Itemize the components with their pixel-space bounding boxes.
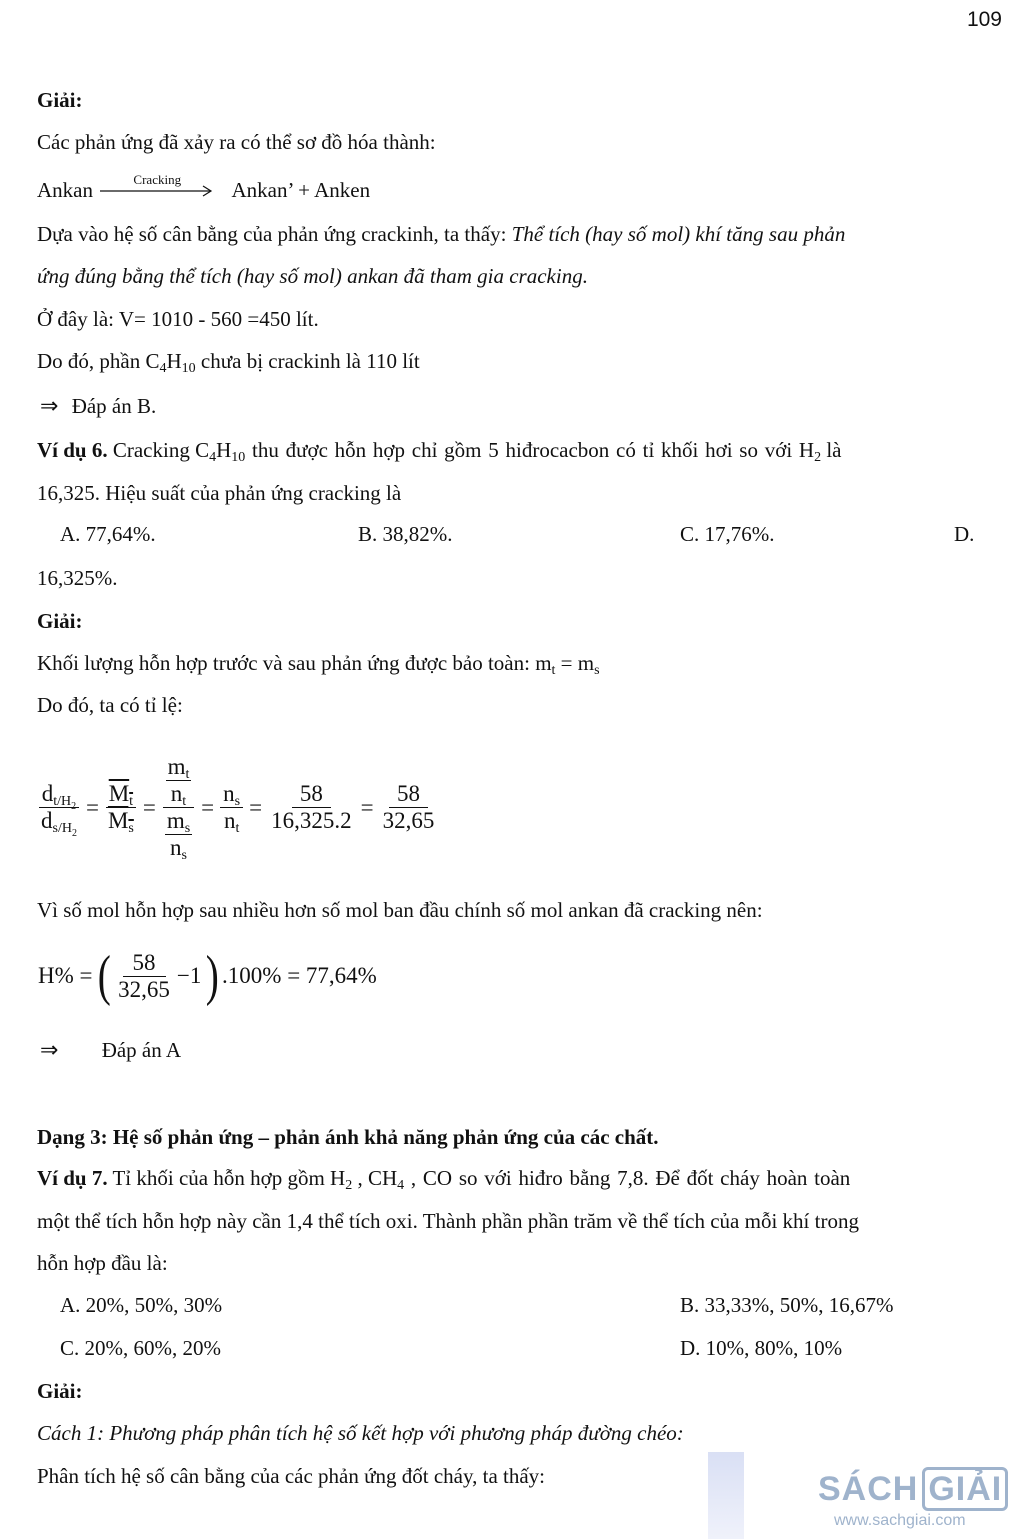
implies-arrow-icon: ⇒ <box>40 1037 59 1062</box>
f-ns: s <box>181 848 187 863</box>
example-6-label: Ví dụ 6. <box>37 438 108 462</box>
ex7-option-d: D. 10%, 80%, 10% <box>680 1336 843 1360</box>
frac-58-b <box>380 781 438 834</box>
ex6-s1-sub2: s <box>594 663 600 678</box>
ex6-option-d-value: 16,325%. <box>37 566 118 590</box>
answer-a: Đáp án A <box>101 1038 182 1062</box>
paragraph-2: Ở đây là: V= 1010 - 560 =450 lít. <box>37 307 319 331</box>
p1-plain: Dựa vào hệ số cân bằng của phản ứng crackinh, ta thấy: <box>37 222 512 246</box>
section-heading-dang-3: Dạng 3: Hệ số phản ứng – phản ánh khả năng phản ứng của các chất. <box>37 1125 659 1149</box>
ex6-option-c: C. 17,76%. <box>680 522 775 546</box>
answer-b-line <box>40 392 156 420</box>
f-nt: t <box>182 794 187 809</box>
efficiency-formula <box>38 940 377 1012</box>
f-n3: n <box>223 781 235 806</box>
f-n1: n <box>170 781 183 806</box>
example-7-line1 <box>37 1164 850 1192</box>
ex6-sub3: 2 <box>814 450 822 465</box>
frac-M <box>105 781 137 834</box>
h-frac <box>115 950 173 1003</box>
f-ns2: s <box>234 794 241 809</box>
ex6-option-d: D. <box>954 522 975 546</box>
ex6-solution-heading: Giải: <box>37 609 83 633</box>
f-m1: m <box>167 754 186 779</box>
scheme-left: Ankan <box>37 178 93 202</box>
ex6-option-a: A. 77,64%. <box>60 522 156 546</box>
f-58b: 58 <box>389 781 428 808</box>
p3-c: chưa bị crackinh là 110 lít <box>195 349 420 373</box>
ex6-option-b: B. 38,82%. <box>358 522 453 546</box>
example-7-label: Ví dụ 7. <box>37 1166 108 1190</box>
p3-sub1: 4 <box>159 361 167 376</box>
ex7-sub1: 2 <box>345 1178 353 1193</box>
watermark-logo <box>700 1450 1024 1539</box>
ex7-option-b: B. 33,33%, 50%, 16,67% <box>680 1293 894 1317</box>
ex6-sub2: 10 <box>231 450 246 465</box>
example-7-line2: một thể tích hỗn hợp này cần 1,4 thể tích oxi. Thành phần phần trăm về thể tích của mỗi khí trong <box>37 1209 859 1233</box>
f-ms: s <box>184 821 191 836</box>
f-mt: t <box>185 767 190 782</box>
paragraph-3 <box>37 347 420 375</box>
f-d2: d <box>41 808 53 833</box>
f-M2: M <box>107 808 129 833</box>
ex7-solution-line1: Phân tích hệ số cân bằng của các phản ứng đốt cháy, ta thấy: <box>37 1464 546 1488</box>
ex6-solution-line2: Do đó, ta có tỉ lệ: <box>37 693 183 717</box>
ex6-t3: thu được hỗn hợp chỉ gồm 5 hiđrocacbon có tỉ khối hơi so với H <box>245 438 815 462</box>
ex6-solution-line3: Vì số mol hỗn hợp sau nhiều hơn số mol ban đầu chính số mol ankan đã cracking nên: <box>37 898 763 922</box>
ex6-solution-line1 <box>37 649 600 677</box>
ex6-t4: là <box>821 438 842 462</box>
paren-close: ) <box>206 945 220 1007</box>
ex6-s1-b: = m <box>555 651 595 675</box>
ratio-formula: $\frac{d_{t/H2}}{d_{s/H2}}$ = $\frac{M_t}{M_s}$ = $m_t$ $n_t$ $m_s$ $n_s$ = $\frac{n_s}{n_t}$ = $\frac{58}{16,325.2}$ = $\frac{58}{32,65}$ <box>38 735 437 880</box>
frac-n <box>220 781 243 834</box>
ex7-option-c: C. 20%, 60%, 20% <box>60 1336 221 1360</box>
solution-heading: Giải: <box>37 88 83 112</box>
ex6-t1: Cracking C <box>107 438 210 462</box>
h-minus: −1 <box>176 963 202 988</box>
f-Mt: t <box>129 794 134 809</box>
arrow-line-icon <box>98 179 216 199</box>
ex7-t2: , CH <box>352 1166 398 1190</box>
p3-sub2: 10 <box>181 361 196 376</box>
watermark-background <box>708 1452 744 1539</box>
f-58a: 58 <box>292 781 331 808</box>
frac-58-a <box>268 781 355 834</box>
h-left: H% = <box>38 963 93 988</box>
watermark-brand-b: GIẢI <box>922 1467 1008 1511</box>
ex7-sub2: 4 <box>397 1178 405 1193</box>
f-Ms: s <box>128 821 134 836</box>
ex7-t1: Tỉ khối của hỗn hợp gồm H <box>107 1166 346 1190</box>
f-th2: t/H <box>53 794 72 809</box>
ex7-option-a: A. 20%, 50%, 30% <box>60 1293 223 1317</box>
ex7-solution-heading: Giải: <box>37 1379 83 1403</box>
ex6-s1-sub1: t <box>551 663 556 678</box>
f-M1: M <box>108 781 130 806</box>
f-m2: m <box>166 808 185 833</box>
example-6-line1 <box>37 436 842 464</box>
example-7-line3: hỗn hợp đầu là: <box>37 1251 168 1275</box>
reaction-arrow <box>98 172 216 199</box>
ex6-t2: H <box>216 438 232 462</box>
f-two1: 2 <box>71 801 77 812</box>
ex7-t3: , CO so với hiđro bằng 7,8. Để đốt cháy hoàn toàn <box>404 1166 851 1190</box>
p3-b: H <box>166 349 182 373</box>
paren-open: ( <box>97 945 111 1007</box>
page-number: 109 <box>966 8 1002 31</box>
f-den2: 32,65 <box>382 808 435 833</box>
f-n2: n <box>170 835 182 860</box>
watermark-brand-a: SÁCH <box>818 1470 919 1508</box>
f-two2: 2 <box>71 828 77 839</box>
f-den1: 16,325.2 <box>271 808 352 833</box>
frac-d <box>38 781 80 839</box>
ex7-method-1: Cách 1: Phương pháp phân tích hệ số kết hợp với phương pháp đường chéo: <box>37 1421 684 1445</box>
paragraph-1 <box>37 220 845 248</box>
frac-complex <box>162 754 195 861</box>
f-n4: n <box>223 808 236 833</box>
implies-arrow-icon: ⇒ <box>40 393 59 418</box>
example-6-line2: 16,325. Hiệu suất của phản ứng cracking là <box>37 481 402 505</box>
watermark-brand <box>818 1470 1008 1509</box>
ex6-sub1: 4 <box>209 450 217 465</box>
ex6-s1-a: Khối lượng hỗn hợp trước và sau phản ứng được bảo toàn: m <box>37 651 552 675</box>
h-den: 32,65 <box>118 976 170 1002</box>
paragraph-1-line2: ứng đúng bằng thể tích (hay số mol) ankan đã tham gia cracking. <box>37 264 588 288</box>
arrow-label: Cracking <box>133 172 182 187</box>
scheme-right: Ankan’ + Anken <box>231 178 371 202</box>
h-right: .100% = 77,64% <box>222 963 377 988</box>
answer-a-line <box>40 1036 181 1064</box>
cracking-scheme <box>37 172 371 204</box>
watermark-url: www.sachgiai.com <box>834 1512 966 1529</box>
answer-b: Đáp án B. <box>71 394 157 418</box>
f-nt2: t <box>235 821 240 836</box>
p3-a: Do đó, phần C <box>37 349 160 373</box>
f-sh2: s/H <box>52 821 72 836</box>
h-num: 58 <box>123 950 166 977</box>
scheme-intro: Các phản ứng đã xảy ra có thể sơ đồ hóa thành: <box>37 130 436 154</box>
p1-italic: Thể tích (hay số mol) khí tăng sau phản <box>511 222 846 246</box>
f-d1: d <box>41 781 54 806</box>
